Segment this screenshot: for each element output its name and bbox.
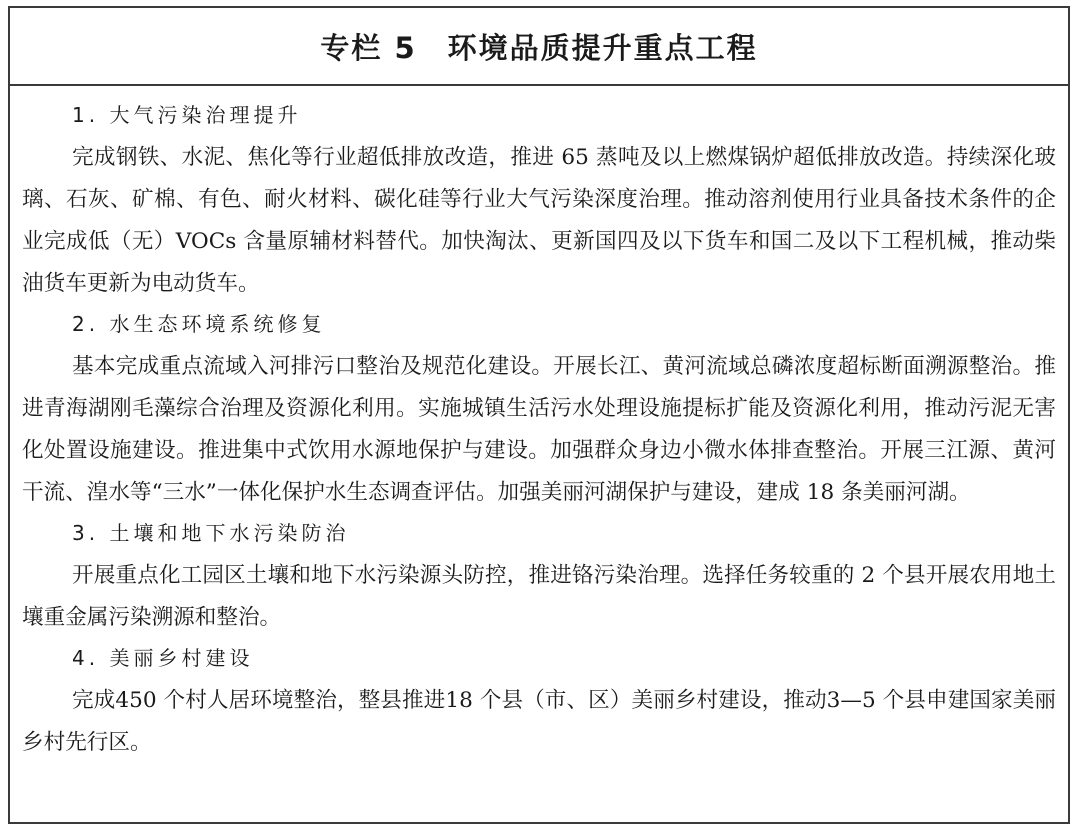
section-text: 完成450 个村人居环境整治，整县推进18 个县（市、区）美丽乡村建设，推动3—5 个县申建国家美丽乡村先行区。 (22, 688, 1056, 755)
section-text: 基本完成重点流域入河排污口整治及规范化建设。开展长江、黄河流域总磷浓度超标断面溯源整治。推进青海湖刚毛藻综合治理及资源化利用。实施城镇生活污水处理设施提标扩能及资源化利用，推动污泥无害化处置设施建设。推进集中式饮用水源地保护与建设。加强群众身边小微水体排查整治。开展三江源、黄河干流、湟水等“三水”一体化保护水生态调查评估。加强美丽河湖保护与建设，建成 18 条美丽河湖。 (22, 354, 1056, 505)
box-body (10, 86, 1068, 764)
section-heading: 1. 大气污染治理提升 (72, 103, 302, 127)
section-heading: 2. 水生态环境系统修复 (72, 312, 326, 336)
section-text: 完成钢铁、水泥、焦化等行业超低排放改造，推进 65 蒸吨及以上燃煤锅炉超低排放改造。持续深化玻璃、石灰、矿棉、有色、耐火材料、碳化硅等行业大气污染深度治理。推动溶剂使用行业具备技术条件的企业完成低（无）VOCs 含量原辅材料替代。加快淘汰、更新国四及以下货车和国二及以下工程机械，推动柴油货车更新为电动货车。 (22, 145, 1056, 296)
section-heading: 3. 土壤和地下水污染防治 (72, 521, 350, 545)
section-air (22, 100, 1056, 305)
section-village (22, 643, 1056, 764)
section-text: 开展重点化工园区土壤和地下水污染源头防控，推进铬污染治理。选择任务较重的 2 个县开展农用地土壤重金属污染溯源和整治。 (22, 563, 1056, 630)
box-header (10, 8, 1068, 86)
section-soil (22, 518, 1056, 639)
feature-box (8, 6, 1070, 824)
section-water (22, 309, 1056, 514)
section-heading: 4. 美丽乡村建设 (72, 646, 254, 670)
box-title: 专栏 5 环境品质提升重点工程 (320, 30, 758, 65)
